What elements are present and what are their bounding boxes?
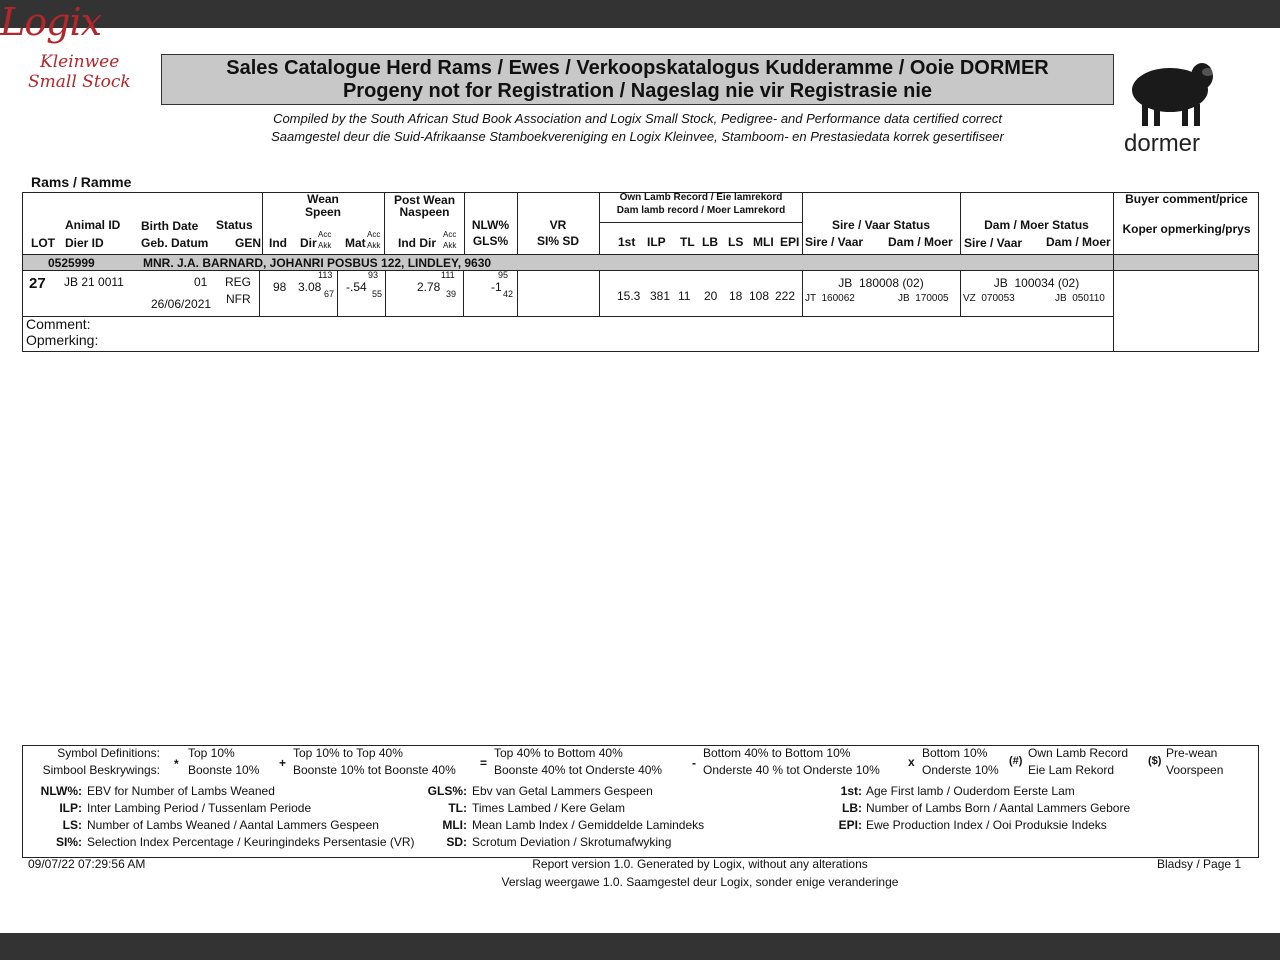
sym-1: + [279, 756, 287, 770]
section-title: Rams / Ramme [31, 174, 132, 190]
sym-5-af: Eie Lam Rekord [1028, 763, 1115, 777]
hdr-geb-datum: Geb. Datum [141, 236, 209, 250]
hdr-pw-acc: Acc [443, 230, 457, 239]
hdr-sire-vaar: Sire / Vaar [805, 235, 864, 249]
def-4-key: TL: [448, 801, 467, 815]
def-10-key: SD: [446, 835, 467, 849]
hdr-naspeen: Naspeen [399, 205, 450, 219]
wean-dir: 3.08 [298, 280, 322, 294]
nlw-acc: 42 [503, 289, 514, 299]
legend-sym-bes: Simbool Beskrywings: [42, 763, 160, 777]
sym-3-af: Onderste 40 % tot Onderste 10% [703, 763, 880, 777]
animal-count: 01 [194, 275, 208, 289]
hdr-gls: GLS% [472, 234, 509, 248]
hdr-speen: Speen [304, 205, 341, 219]
hdr-koper: Koper opmerking/prys [1122, 222, 1251, 236]
catalogue-table [22, 192, 1259, 352]
def-3-val: Inter Lambing Period / Tussenlam Periode [87, 801, 312, 815]
logix-logo [0, 0, 131, 100]
wean-mat-top: 93 [368, 270, 379, 280]
sym-5-en: Own Lamb Record [1028, 746, 1129, 760]
def-8-val: Ewe Production Index / Ooi Produksie Indeks [866, 818, 1107, 832]
bottom-bar [0, 933, 1280, 960]
sire-id: JB 180008 (02) [838, 276, 924, 290]
hdr-post-wean: Post Wean [393, 193, 456, 207]
wean-dir-top: 113 [318, 270, 333, 280]
sym-6-en: Pre-wean [1166, 746, 1218, 760]
rec-ls: 18 [729, 289, 743, 303]
footer-report-af: Verslag weergawe 1.0. Saamgestel deur Logix, sonder enige veranderinge [501, 875, 899, 889]
pw-val: 2.78 [417, 280, 441, 294]
hdr-gen: GEN [235, 236, 262, 250]
animal-status: REG [225, 275, 252, 289]
dam-id: JB 100034 (02) [993, 276, 1080, 290]
sire-sire: JT 160062 [805, 293, 855, 304]
hdr-ind: Ind [269, 236, 287, 250]
sym-4-en: Bottom 10% [922, 746, 988, 760]
hdr-1st: 1st [618, 235, 636, 249]
comment-label: Comment: [26, 316, 91, 332]
hdr-si-sd: SI% SD [536, 234, 579, 248]
sym-2-en: Top 40% to Bottom 40% [494, 746, 623, 760]
def-6-key: LS: [62, 818, 82, 832]
owner-code: 0525999 [48, 256, 95, 270]
sym-6: ($) [1148, 755, 1162, 767]
hdr-wean: Wean [307, 192, 339, 206]
sym-5: (#) [1009, 755, 1023, 767]
sheep-icon [1120, 56, 1220, 130]
pw-top: 111 [441, 270, 455, 280]
hdr-dier-id: Dier ID [65, 236, 104, 250]
nlw-val: -1 [491, 280, 502, 294]
hdr-lb: LB [702, 235, 718, 249]
hdr-ls: LS [728, 235, 744, 249]
rec-tl: 11 [678, 289, 691, 303]
sym-1-af: Boonste 10% tot Boonste 40% [293, 763, 456, 777]
rec-mli: 108 [749, 289, 770, 303]
hdr-status: Status [216, 218, 253, 232]
wean-mat-acc: 55 [372, 289, 383, 299]
hdr-buyer: Buyer comment/price [1125, 192, 1248, 206]
wean-mat: -.54 [346, 280, 367, 294]
animal-birth-date: 26/06/2021 [151, 297, 212, 311]
animal-gen: NFR [226, 292, 251, 306]
title-line2: Progeny not for Registration / Nageslag nie vir Registrasie nie [342, 80, 933, 102]
rec-1st: 15.3 [617, 289, 641, 303]
hdr-animal-id: Animal ID [65, 218, 121, 232]
def-0-val: EBV for Number of Lambs Weaned [87, 784, 275, 798]
hdr-dam-lamb: Dam lamb record / Moer Lamrekord [616, 205, 786, 216]
hdr-mat-acc: Acc [367, 230, 381, 239]
sym-1-en: Top 10% to Top 40% [293, 746, 403, 760]
sym-3-en: Bottom 40% to Bottom 10% [703, 746, 851, 760]
hdr-dam-dam-moer: Dam / Moer [1046, 235, 1111, 249]
hdr-vr: VR [549, 218, 567, 232]
legend-sym-def: Symbol Definitions: [57, 746, 160, 760]
wean-dir-acc: 67 [324, 289, 335, 299]
hdr-dam-sire-vaar: Sire / Vaar [964, 236, 1023, 250]
rec-epi: 222 [775, 289, 796, 303]
hdr-epi: EPI [780, 235, 800, 249]
sire-dam: JB 170005 [898, 293, 949, 304]
def-0-key: NLW%: [40, 784, 82, 798]
footer-page: Bladsy / Page 1 [1157, 857, 1242, 871]
hdr-mat-akk: Akk [367, 241, 381, 250]
hdr-mli: MLI [753, 235, 774, 249]
sym-2-af: Boonste 40% tot Onderste 40% [494, 763, 663, 777]
sym-4-af: Onderste 10% [922, 763, 999, 777]
hdr-tl: TL [680, 235, 695, 249]
hdr-pw-akk: Akk [443, 241, 457, 250]
hdr-nlw: NLW% [471, 218, 510, 232]
hdr-own-lamb: Own Lamb Record / Eie lamrekord [619, 192, 783, 203]
sym-2: = [480, 756, 488, 770]
def-7-key: MLI: [442, 818, 467, 832]
def-3-key: ILP: [59, 801, 82, 815]
def-5-val: Number of Lambs Born / Aantal Lammers Gebore [866, 801, 1131, 815]
top-bar [0, 0, 1280, 28]
sym-0-af: Boonste 10% [188, 763, 260, 777]
owner-name: MNR. J.A. BARNARD, JOHANRI POSBUS 122, LINDLEY, 9630 [143, 256, 492, 270]
def-4-val: Times Lambed / Kere Gelam [472, 801, 625, 815]
rec-lb: 20 [704, 289, 718, 303]
subtitle [161, 110, 1114, 146]
dam-sire: VZ 070053 [963, 293, 1015, 304]
title-line1: Sales Catalogue Herd Rams / Ewes / Verkoopskatalogus Kudderamme / Ooie DORMER [226, 57, 1049, 79]
def-1-val: Ebv van Getal Lammers Gespeen [472, 784, 653, 798]
def-2-key: 1st: [840, 784, 862, 798]
def-2-val: Age First lamb / Ouderdom Eerste Lam [866, 784, 1075, 798]
hdr-birth-date: Birth Date [141, 219, 199, 233]
hdr-dir-acc: Acc [318, 230, 332, 239]
title-box [161, 54, 1114, 105]
hdr-lot: LOT [31, 236, 55, 250]
rec-ilp: 381 [650, 289, 671, 303]
def-7-val: Mean Lamb Index / Gemiddelde Lamindeks [472, 818, 705, 832]
logo-line2: Kleinwee [40, 52, 120, 72]
def-9-val: Selection Index Percentage / Keuringindeks Persentasie (VR) [87, 835, 415, 849]
nlw-top: 95 [498, 270, 509, 280]
animal-lot: 27 [29, 275, 46, 292]
def-9-key: SI%: [55, 835, 82, 849]
def-6-val: Number of Lambs Weaned / Aantal Lammers Gespeen [87, 818, 379, 832]
subtitle-line2: Saamgestel deur die Suid-Afrikaanse Stamboekvereniging en Logix Kleinvee, Stamboom- en Prestasiedata korrek gesertifiseer [271, 129, 1004, 144]
sym-0-en: Top 10% [188, 746, 235, 760]
hdr-mat: Mat [345, 236, 366, 250]
dormer-word: dormer [1124, 130, 1201, 157]
animal-id: JB 21 0011 [64, 275, 124, 289]
hdr-ind-dir: Ind Dir [398, 236, 436, 250]
sym-0: * [174, 757, 179, 771]
logo-line3: Small Stock [28, 72, 131, 92]
opmerking-label: Opmerking: [26, 332, 99, 348]
def-1-key: GLS%: [427, 784, 467, 798]
dam-dam: JB 050110 [1055, 293, 1105, 304]
footer-timestamp: 09/07/22 07:29:56 AM [28, 857, 146, 871]
pw-acc: 39 [446, 289, 457, 299]
subtitle-line1: Compiled by the South African Stud Book Association and Logix Small Stock, Pedigree- and Performance data certified correct [273, 111, 1002, 126]
dormer-logo [1120, 56, 1220, 156]
logo-line1: Logix [0, 0, 102, 44]
def-8-key: EPI: [838, 818, 862, 832]
hdr-ilp: ILP [647, 235, 666, 249]
hdr-sire-dam-moer: Dam / Moer [888, 235, 953, 249]
hdr-dam-status: Dam / Moer Status [984, 218, 1089, 232]
hdr-dir-akk: Akk [318, 241, 332, 250]
def-5-key: LB: [842, 801, 862, 815]
footer-report-en: Report version 1.0. Generated by Logix, without any alterations [532, 857, 868, 871]
sym-6-af: Voorspeen [1166, 763, 1224, 777]
wean-ind: 98 [273, 280, 287, 294]
def-10-val: Scrotum Deviation / Skrotumafwyking [472, 835, 672, 849]
sym-3: - [692, 756, 696, 770]
hdr-dir: Dir [300, 236, 317, 250]
hdr-sire-status: Sire / Vaar Status [831, 218, 931, 232]
sym-4: x [908, 755, 915, 769]
